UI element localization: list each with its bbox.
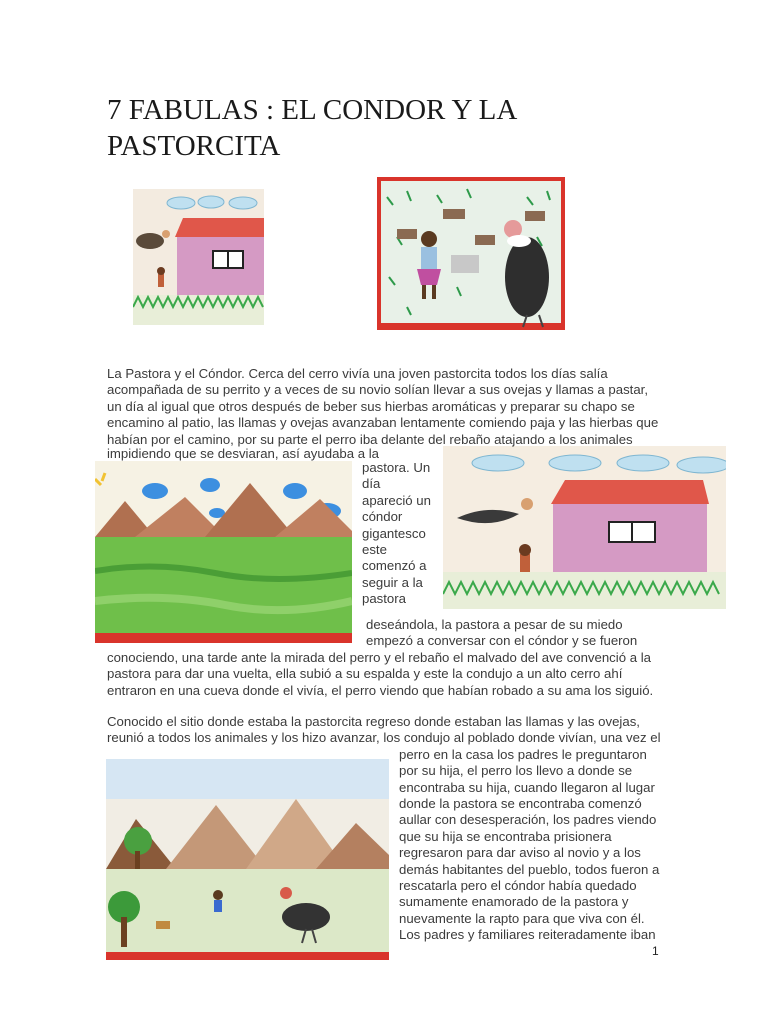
text-line-12: este <box>362 542 387 557</box>
text-line-25: encontraba su hija, cuando llegaron al lugar <box>399 779 655 795</box>
drawing-mountains <box>95 461 352 643</box>
text-line-29: regresaron para dar aviso al novio y a los <box>399 845 641 861</box>
text-line-32: sumamente enamorado de la pastora y <box>399 894 629 910</box>
drawing-house-condor-large <box>443 446 726 609</box>
drawing-pastora-condor <box>377 177 565 330</box>
text-line-27: aullar con desesperación, los padres viendo <box>399 812 657 828</box>
text-line-6: impidiendo que se desviaran, así ayudaba a la <box>107 446 379 461</box>
drawing-landscape-condor <box>106 759 389 960</box>
text-line-4: encamino al patio, las llamas y ovejas avanzaban lentamente comiendo paja y las hierbas que <box>107 415 659 431</box>
text-line-19: pastora para dar una vuelta, ella subió a su espalda y este la condujo a un alto cerro ahí <box>107 666 623 682</box>
text-line-11: gigantesco <box>362 525 426 541</box>
text-line-33: nuevamente la rapto para que viva con él. <box>399 910 645 926</box>
text-line-8: día <box>362 476 381 492</box>
text-line-20: entraron en una cueva donde el vivía, el perro viendo que habían robado a su ama los siguió. <box>107 682 654 698</box>
text-line-28: que su hija se encontraba prisionera <box>399 828 612 844</box>
text-line-34: Los padres y familiares reiteradamente iban <box>399 927 656 943</box>
text-line-17: empezó a conversar con el cóndor y se fueron <box>366 633 638 649</box>
page-title: 7 FABULAS : EL CONDOR Y LA PASTORCITA <box>107 94 516 162</box>
text-line-22: reunió a todos los animales y los hizo avanzar, los condujo al poblado donde vivían, una vez el <box>107 730 661 746</box>
text-line-10: cóndor <box>362 509 403 525</box>
text-line-26: donde la pastora se encontraba comenzó <box>399 796 642 811</box>
text-line-5: habían por el camino, por su parte el perro iba delante del rebaño atajando a los animales <box>107 431 633 447</box>
text-line-14: seguir a la <box>362 574 423 590</box>
text-line-24: por su hija, el perro los llevo a donde se <box>399 763 633 779</box>
text-line-31: rescatarla pero el cóndor había quedado <box>399 878 637 893</box>
text-line-2: acompañada de su perrito y a veces de su novio solían llevar a sus ovejas y llamas a pastar, <box>107 382 648 398</box>
text-line-9: apareció un <box>362 492 431 508</box>
text-line-3: un día al igual que otros después de beber sus hierbas aromáticas y preparar su chapo se <box>107 398 635 414</box>
text-line-18: conociendo, una tarde ante la mirada del perro y el rebaño el malvado del ave convenció a la <box>107 649 651 665</box>
text-line-15: pastora <box>362 591 406 607</box>
text-line-30: demás habitantes del pueblo, todos fueron a <box>399 861 660 877</box>
page-number: 1 <box>652 944 659 958</box>
text-line-23: perro en la casa los padres le preguntaron <box>399 746 647 762</box>
text-line-13: comenzó a <box>362 558 427 574</box>
text-line-1: La Pastora y el Cóndor. Cerca del cerro vivía una joven pastorcita todos los días salía <box>107 366 608 381</box>
text-line-16: deseándola, la pastora a pesar de su miedo <box>366 617 623 632</box>
drawing-house-condor-small <box>133 189 264 325</box>
text-line-7: pastora. Un <box>362 460 431 475</box>
text-line-21: Conocido el sitio donde estaba la pastorcita regreso donde estaban las llamas y las ovejas, <box>107 714 640 729</box>
